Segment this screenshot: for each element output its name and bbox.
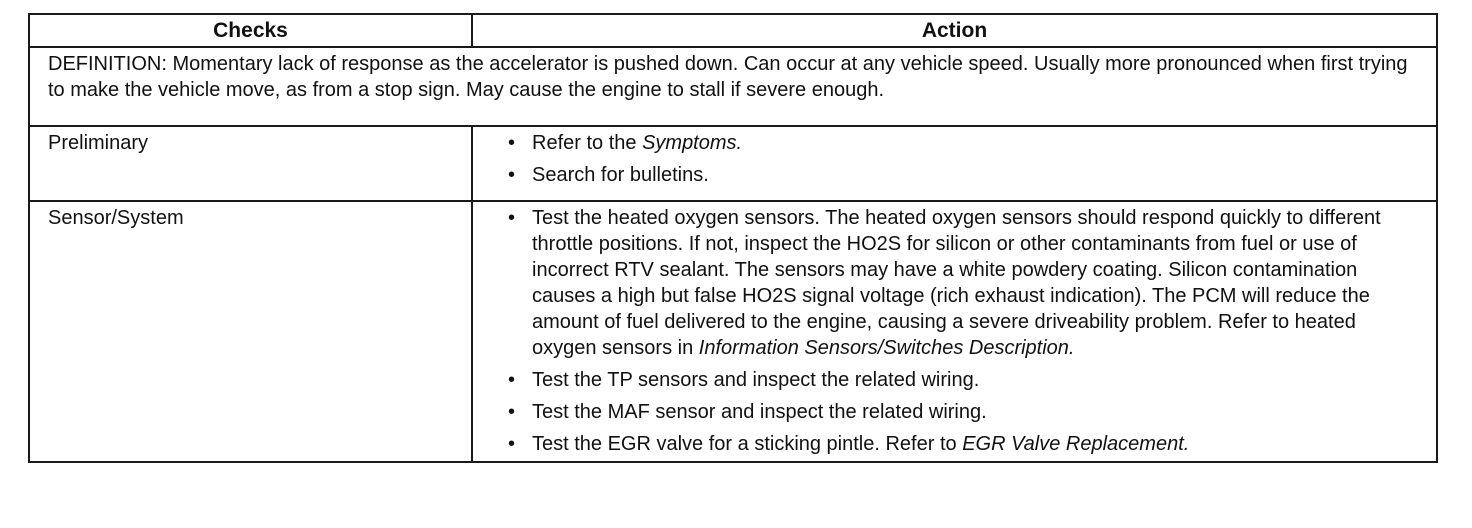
action-cell (472, 201, 1437, 462)
bullet-icon: • (508, 401, 516, 423)
table-row-preliminary (29, 126, 1437, 201)
diagnostic-table (28, 13, 1438, 463)
bullet-icon: • (508, 164, 516, 186)
reference-link-text: Information Sensors/Switches Description. (698, 337, 1075, 359)
check-cell: Sensor/System (29, 201, 472, 462)
action-item (508, 130, 1416, 156)
action-item (508, 205, 1416, 361)
action-text: Test the TP sensors and inspect the related wiring. (532, 369, 980, 391)
bullet-icon: • (508, 132, 516, 154)
action-item (508, 367, 1416, 393)
check-cell: Preliminary (29, 126, 472, 201)
action-item (508, 431, 1416, 457)
action-header: Action (472, 14, 1437, 47)
action-text: Test the EGR valve for a sticking pintle. Refer to (532, 433, 963, 455)
definition-row (29, 47, 1437, 126)
action-item (508, 399, 1416, 425)
reference-link-text: EGR Valve Replacement. (962, 433, 1190, 455)
action-list (508, 130, 1416, 188)
reference-link-text: Symptoms. (642, 132, 743, 154)
checks-header: Checks (29, 14, 472, 47)
action-item (508, 162, 1416, 188)
action-cell (472, 126, 1437, 201)
bullet-icon: • (508, 207, 516, 229)
bullet-icon: • (508, 369, 516, 391)
action-text: Refer to the (532, 132, 643, 154)
action-text: Search for bulletins. (532, 164, 709, 186)
header-row (29, 14, 1437, 47)
bullet-icon: • (508, 433, 516, 455)
action-text: Test the MAF sensor and inspect the related wiring. (532, 401, 987, 423)
action-list (508, 205, 1416, 457)
definition-text: DEFINITION: Momentary lack of response as the accelerator is pushed down. Can occur at any vehicle speed. Usually more pronounced when first trying to make the vehicle move, as from a stop sign. May cause the engine to stall if severe enough. (29, 47, 1437, 126)
table-row-sensor-system (29, 201, 1437, 462)
action-text: Test the heated oxygen sensors. The heated oxygen sensors should respond quickly to different throttle positions. If not, inspect the HO2S for silicon or other contaminants from fuel or use of incorrect RTV sealant. The sensors may have a white powdery coating. Silicon contamination causes a high but false HO2S signal voltage (rich exhaust indication). The PCM will reduce the amount of fuel delivered to the engine, causing a severe driveability problem. Refer to heated oxygen sensors in (532, 207, 1381, 359)
